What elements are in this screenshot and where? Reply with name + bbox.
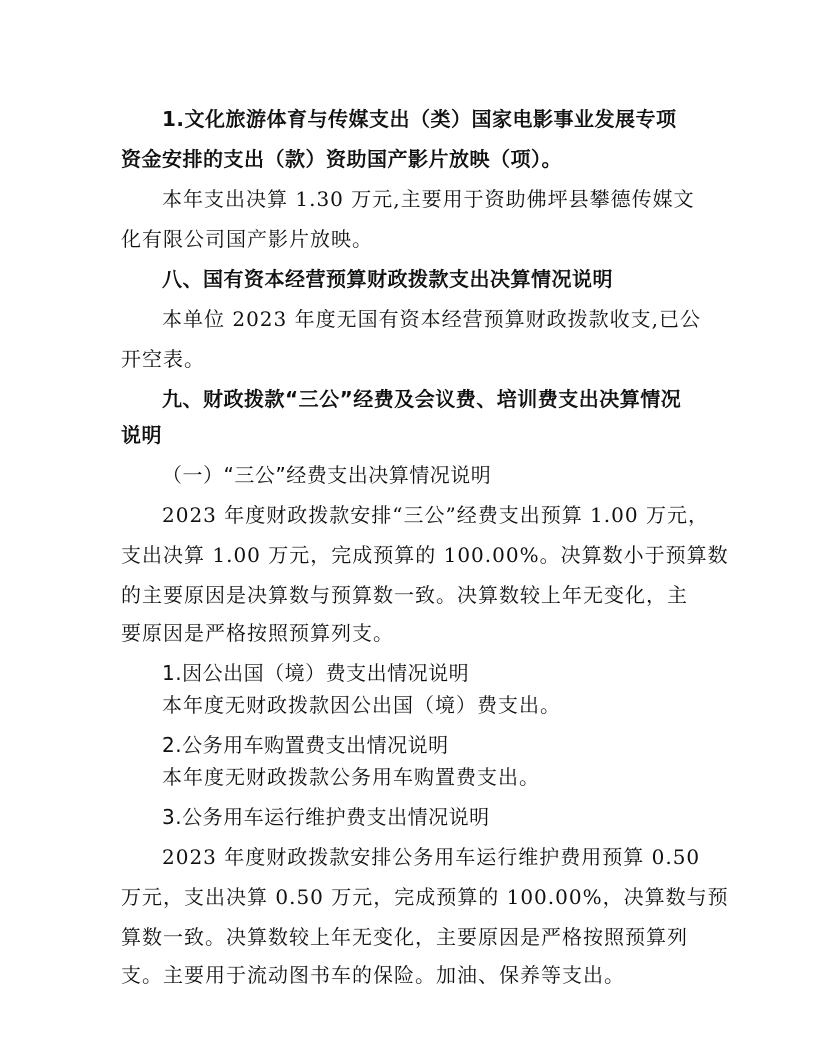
subsection-heading-line-1: 1.文化旅游体育与传媒支出（类）国家电影事业发展专项 [162,107,677,131]
paragraph-line: 本单位 2023 年度无国有资本经营预算财政拨款收支,已公 [162,307,701,331]
section-heading-9-line-2: 说明 [121,423,162,447]
item-heading-overseas-travel: 1.因公出国（境）费支出情况说明 [162,661,470,685]
subsection-heading-line-2: 资金安排的支出（款）资助国产影片放映（项）。 [121,147,562,171]
paragraph-line: 本年度无财政拨款公务用车购置费支出。 [162,765,540,789]
item-heading-vehicle-operation: 3.公务用车运行维护费支出情况说明 [162,805,490,829]
item-heading-vehicle-purchase: 2.公务用车购置费支出情况说明 [162,733,449,757]
paragraph-line: 化有限公司国产影片放映。 [121,227,373,251]
paragraph-line: 本年度无财政拨款因公出国（境）费支出。 [162,693,561,717]
paragraph-line: 算数一致。决算数较上年无变化，主要原因是严格按照预算列 [121,925,688,949]
paragraph-line: 的主要原因是决算数与预算数一致。决算数较上年无变化，主 [121,583,688,607]
paragraph-line: 开空表。 [121,347,205,371]
paragraph-line: 2023 年度财政拨款安排公务用车运行维护费用预算 0.50 [162,845,701,869]
paragraph-line: 本年支出决算 1.30 万元,主要用于资助佛坪县攀德传媒文 [162,187,695,211]
section-heading-9-line-1: 九、财政拨款“三公”经费及会议费、培训费支出决算情况 [162,387,682,411]
paragraph-line: 2023 年度财政拨款安排“三公”经费支出预算 1.00 万元， [162,503,709,527]
paragraph-line: 支出决算 1.00 万元，完成预算的 100.00%。决算数小于预算数 [121,543,729,567]
subheading-three-public-expenses: （一）“三公”经费支出决算情况说明 [162,463,492,487]
paragraph-line: 要原因是严格按照预算列支。 [121,621,394,645]
paragraph-line: 万元，支出决算 0.50 万元，完成预算的 100.00%，决算数与预 [121,885,729,909]
paragraph-line: 支。主要用于流动图书车的保险。加油、保养等支出。 [121,963,625,987]
section-heading-8: 八、国有资本经营预算财政拨款支出决算情况说明 [162,267,613,291]
